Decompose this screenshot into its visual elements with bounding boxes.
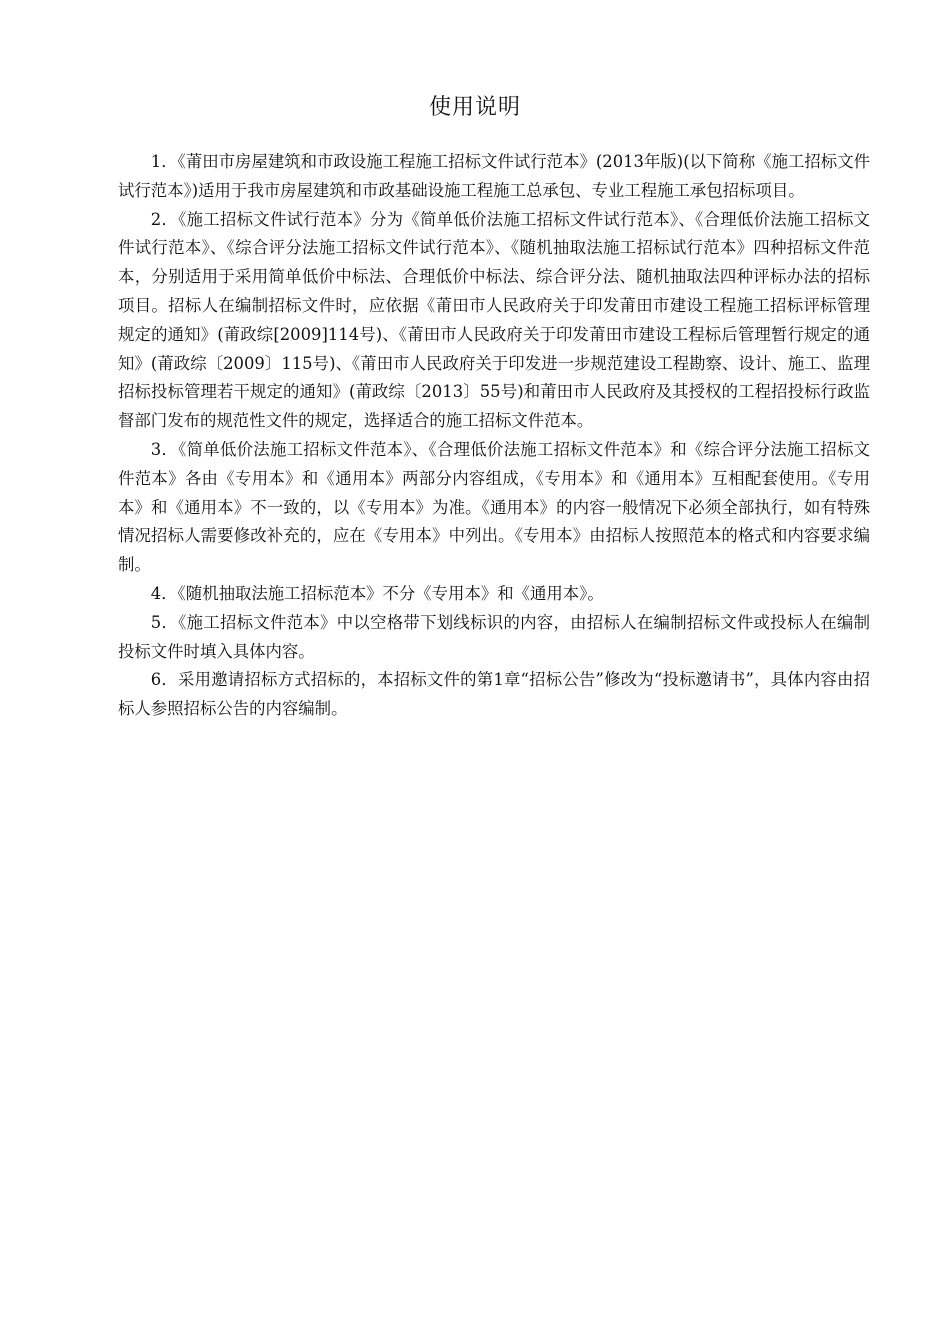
page-title: 使用说明 <box>428 95 521 120</box>
paragraph-2: 2．《施工招标文件试行范本》分为《简单低价法施工招标文件试行范本》、《合理低价法施工招标文件试行范本》、《综合评分法施工招标文件试行范本》、《随机抽取法施工招标试行范本》四种招标文件范本，分别适用于采用简单低价中标法、合理低价中标法、综合评分法、随机抽取法四种评标办法的招标项目。招标人在编制招标文件时，应依据《莆田市人民政府关于印发莆田市建设工程施工招标评标管理规定的通知》(莆政综[2009]114号)、《莆田市人民政府关于印发莆田市建设工程标后管理暂行规定的通知》(莆政综〔2009〕115号)、《莆田市人民政府关于印发进一步规范建设工程勘察、设计、施工、监理招标投标管理若干规定的通知》(莆政综〔2013〕55号)和莆田市人民政府及其授权的工程招投标行政监督部门发布的规范性文件的规定，选择适合的施工招标文件范本。 <box>118 209 870 431</box>
paragraph-5: 5．《施工招标文件范本》中以空格带下划线标识的内容，由招标人在编制招标文件或投标人在编制投标文件时填入具体内容。 <box>118 612 870 661</box>
paragraph-3: 3．《简单低价法施工招标文件范本》、《合理低价法施工招标文件范本》和《综合评分法施工招标文件范本》各由《专用本》和《通用本》两部分内容组成，《专用本》和《通用本》互相配套使用。《专用本》和《通用本》不一致的，以《专用本》为准。《通用本》的内容一般情况下必须全部执行，如有特殊情况招标人需要修改补充的，应在《专用本》中列出。《专用本》由招标人按照范本的格式和内容要求编制。 <box>118 439 870 575</box>
document-body <box>118 148 870 724</box>
paragraph-4: 4．《随机抽取法施工招标范本》不分《专用本》和《通用本》。 <box>150 583 604 603</box>
paragraph-1: 1．《莆田市房屋建筑和市政设施工程施工招标文件试行范本》(2013年版)(以下简称《施工招标文件试行范本》)适用于我市房屋建筑和市政基础设施工程施工总承包、专业工程施工承包招标项目。 <box>118 152 870 200</box>
paragraph-6: 6．采用邀请招标方式招标的，本招标文件的第1章“招标公告”修改为“投标邀请书”，具体内容由招标人参照招标公告的内容编制。 <box>118 670 870 719</box>
